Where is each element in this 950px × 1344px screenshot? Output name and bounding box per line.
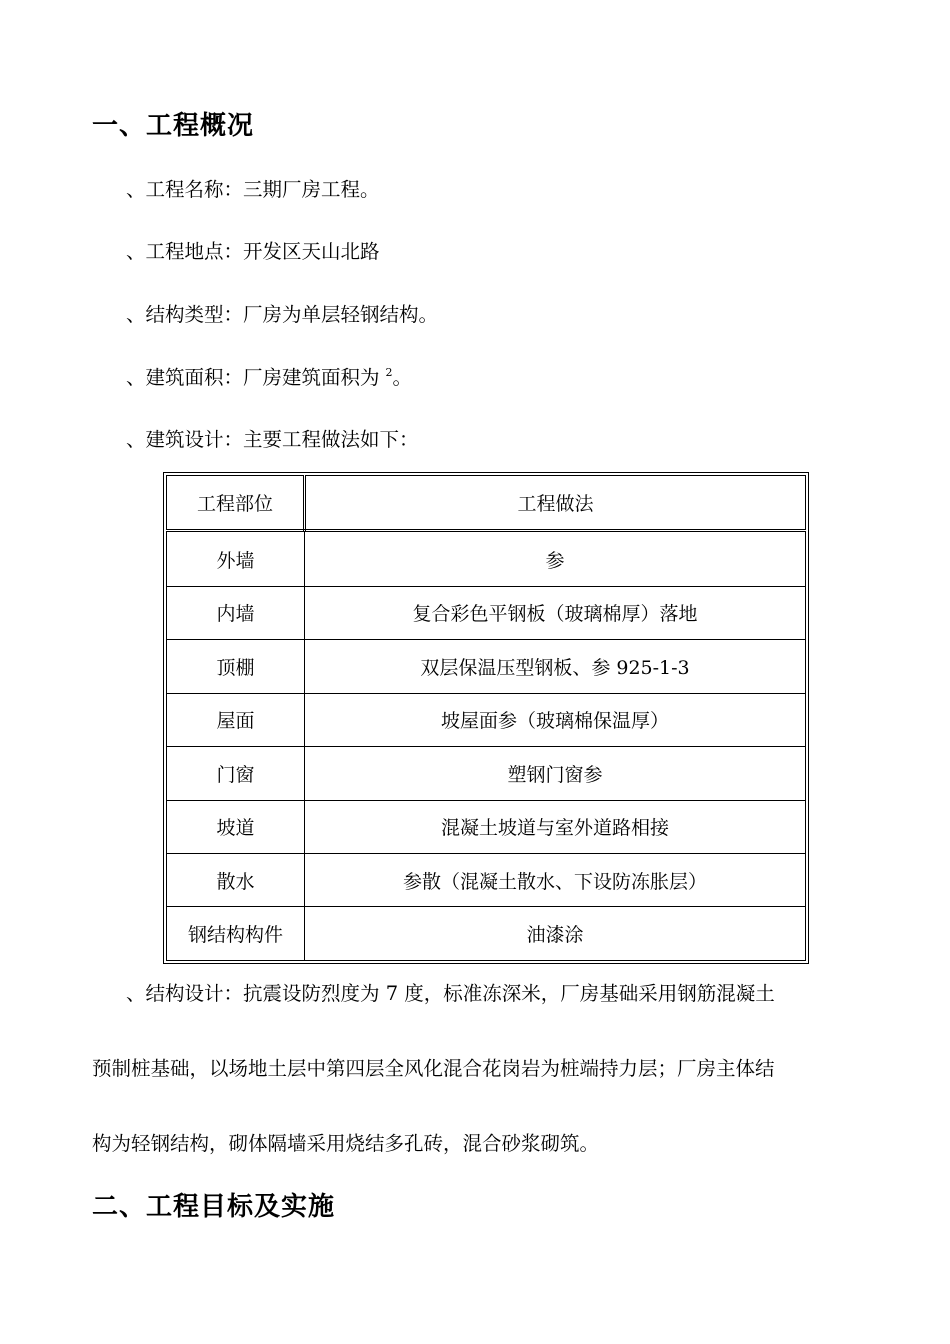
row-method: 双层保温压型钢板、参 925-1-3 <box>305 640 806 693</box>
section-2-heading: 二、工程目标及实施 <box>92 1192 336 1222</box>
row-part: 内墙 <box>167 586 305 639</box>
table-row <box>167 586 806 639</box>
row-part: 外墙 <box>167 531 305 586</box>
table-row <box>167 853 806 906</box>
structure-design-line-3: 构为轻钢结构，砌体隔墙采用烧结多孔砖，混合砂浆砌筑。 <box>92 1132 600 1155</box>
building-area-item <box>126 362 412 390</box>
table-row <box>167 800 806 853</box>
project-location-item: 、工程地点：开发区天山北路 <box>126 240 380 263</box>
table-row <box>167 693 806 746</box>
row-part: 散水 <box>167 853 305 906</box>
row-method: 参散（混凝土散水、下设防冻胀层） <box>305 853 806 906</box>
area-superscript: 2 <box>385 366 393 379</box>
row-part: 顶棚 <box>167 640 305 693</box>
row-part: 坡道 <box>167 800 305 853</box>
table-header-row <box>167 476 806 531</box>
row-method: 坡屋面参（玻璃棉保温厚） <box>305 693 806 746</box>
row-part: 门窗 <box>167 747 305 800</box>
row-method: 混凝土坡道与室外道路相接 <box>305 800 806 853</box>
structure-design-line-1: 、结构设计：抗震设防烈度为 7 度，标准冻深米，厂房基础采用钢筋混凝土 <box>126 982 775 1005</box>
building-area-end: 。 <box>392 366 413 389</box>
table-row <box>167 531 806 586</box>
row-part: 屋面 <box>167 693 305 746</box>
structure-type-item: 、结构类型：厂房为单层轻钢结构。 <box>126 303 439 326</box>
row-method: 塑钢门窗参 <box>305 747 806 800</box>
table-row <box>167 907 806 961</box>
row-method: 油漆涂 <box>305 907 806 961</box>
construction-method-table <box>163 472 809 964</box>
section-1-heading: 一、工程概况 <box>92 111 255 141</box>
structure-design-line-2: 预制桩基础，以场地土层中第四层全风化混合花岗岩为桩端持力层；厂房主体结 <box>92 1057 775 1080</box>
table-row <box>167 747 806 800</box>
header-method: 工程做法 <box>305 476 806 531</box>
project-name-item: 、工程名称：三期厂房工程。 <box>126 178 380 201</box>
row-part: 钢结构构件 <box>167 907 305 961</box>
row-method: 复合彩色平钢板（玻璃棉厚）落地 <box>305 586 806 639</box>
row-method: 参 <box>305 531 806 586</box>
building-area-text: 、建筑面积：厂房建筑面积为 <box>126 366 380 389</box>
building-design-item: 、建筑设计：主要工程做法如下： <box>126 428 419 451</box>
table-row <box>167 640 806 693</box>
header-part: 工程部位 <box>167 476 305 531</box>
